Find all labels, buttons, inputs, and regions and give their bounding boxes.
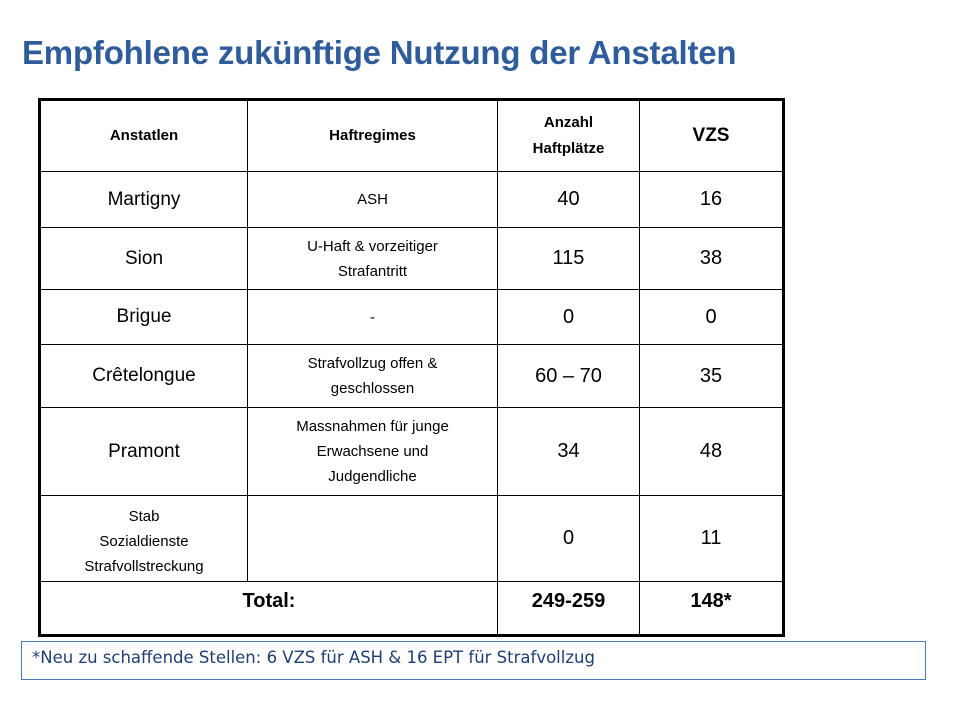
- row-regime: ASH: [248, 172, 498, 228]
- footnote: *Neu zu schaffende Stellen: 6 VZS für ASH & 16 EPT für Strafvollzug: [21, 641, 926, 680]
- header-anzahl-line1: Anzahl: [543, 114, 594, 131]
- row-name: Pramont: [40, 408, 248, 496]
- row-vzs: 11: [640, 496, 784, 582]
- row-places: 40: [498, 172, 640, 228]
- row-regime: [248, 228, 498, 290]
- header-vzs: VZS: [640, 100, 784, 172]
- row-places: 60 – 70: [498, 345, 640, 408]
- header-haftregimes: Haftregimes: [248, 100, 498, 172]
- table-header-row: [40, 100, 784, 172]
- row-vzs: 38: [640, 228, 784, 290]
- total-vzs: 148*: [640, 582, 784, 636]
- row-name-line: Sozialdienste: [99, 533, 189, 550]
- row-places: 0: [498, 290, 640, 345]
- row-places: 115: [498, 228, 640, 290]
- table-row: [40, 408, 784, 496]
- row-regime-line: Strafantritt: [337, 262, 408, 280]
- row-name: Crêtelongue: [40, 345, 248, 408]
- row-vzs: 0: [640, 290, 784, 345]
- row-name-line: Strafvollstreckung: [84, 558, 204, 575]
- table-row: [40, 345, 784, 408]
- table-row: [40, 290, 784, 345]
- row-name: Martigny: [40, 172, 248, 228]
- row-vzs: 16: [640, 172, 784, 228]
- total-places: 249-259: [498, 582, 640, 636]
- table-row: [40, 172, 784, 228]
- total-label: Total:: [40, 582, 498, 636]
- row-regime-line: Massnahmen für junge: [296, 418, 449, 435]
- row-regime: -: [248, 290, 498, 345]
- header-anzahl-haftplaetze: [498, 100, 640, 172]
- header-anzahl-line2: Haftplätze: [532, 140, 605, 157]
- row-name: Brigue: [40, 290, 248, 345]
- page-title: Empfohlene zukünftige Nutzung der Anstalten: [22, 34, 737, 71]
- row-places: 0: [498, 496, 640, 582]
- facilities-table: [38, 98, 785, 637]
- row-regime: [248, 408, 498, 496]
- row-regime-line: U-Haft & vorzeitiger: [307, 237, 438, 255]
- row-regime: [248, 496, 498, 582]
- row-regime-line: geschlossen: [330, 380, 415, 397]
- table-row: [40, 496, 784, 582]
- row-places: 34: [498, 408, 640, 496]
- table-row: [40, 228, 784, 290]
- header-anstalten: Anstatlen: [40, 100, 248, 172]
- total-row: [40, 582, 784, 636]
- row-regime: [248, 345, 498, 408]
- row-vzs: 48: [640, 408, 784, 496]
- row-name: [40, 496, 248, 582]
- row-regime-line: Judgendliche: [328, 468, 417, 485]
- row-regime-line: Erwachsene und: [316, 443, 429, 460]
- row-vzs: 35: [640, 345, 784, 408]
- row-regime-line: Strafvollzug offen &: [307, 355, 438, 372]
- row-name-line: Stab: [128, 508, 160, 525]
- row-name: Sion: [40, 228, 248, 290]
